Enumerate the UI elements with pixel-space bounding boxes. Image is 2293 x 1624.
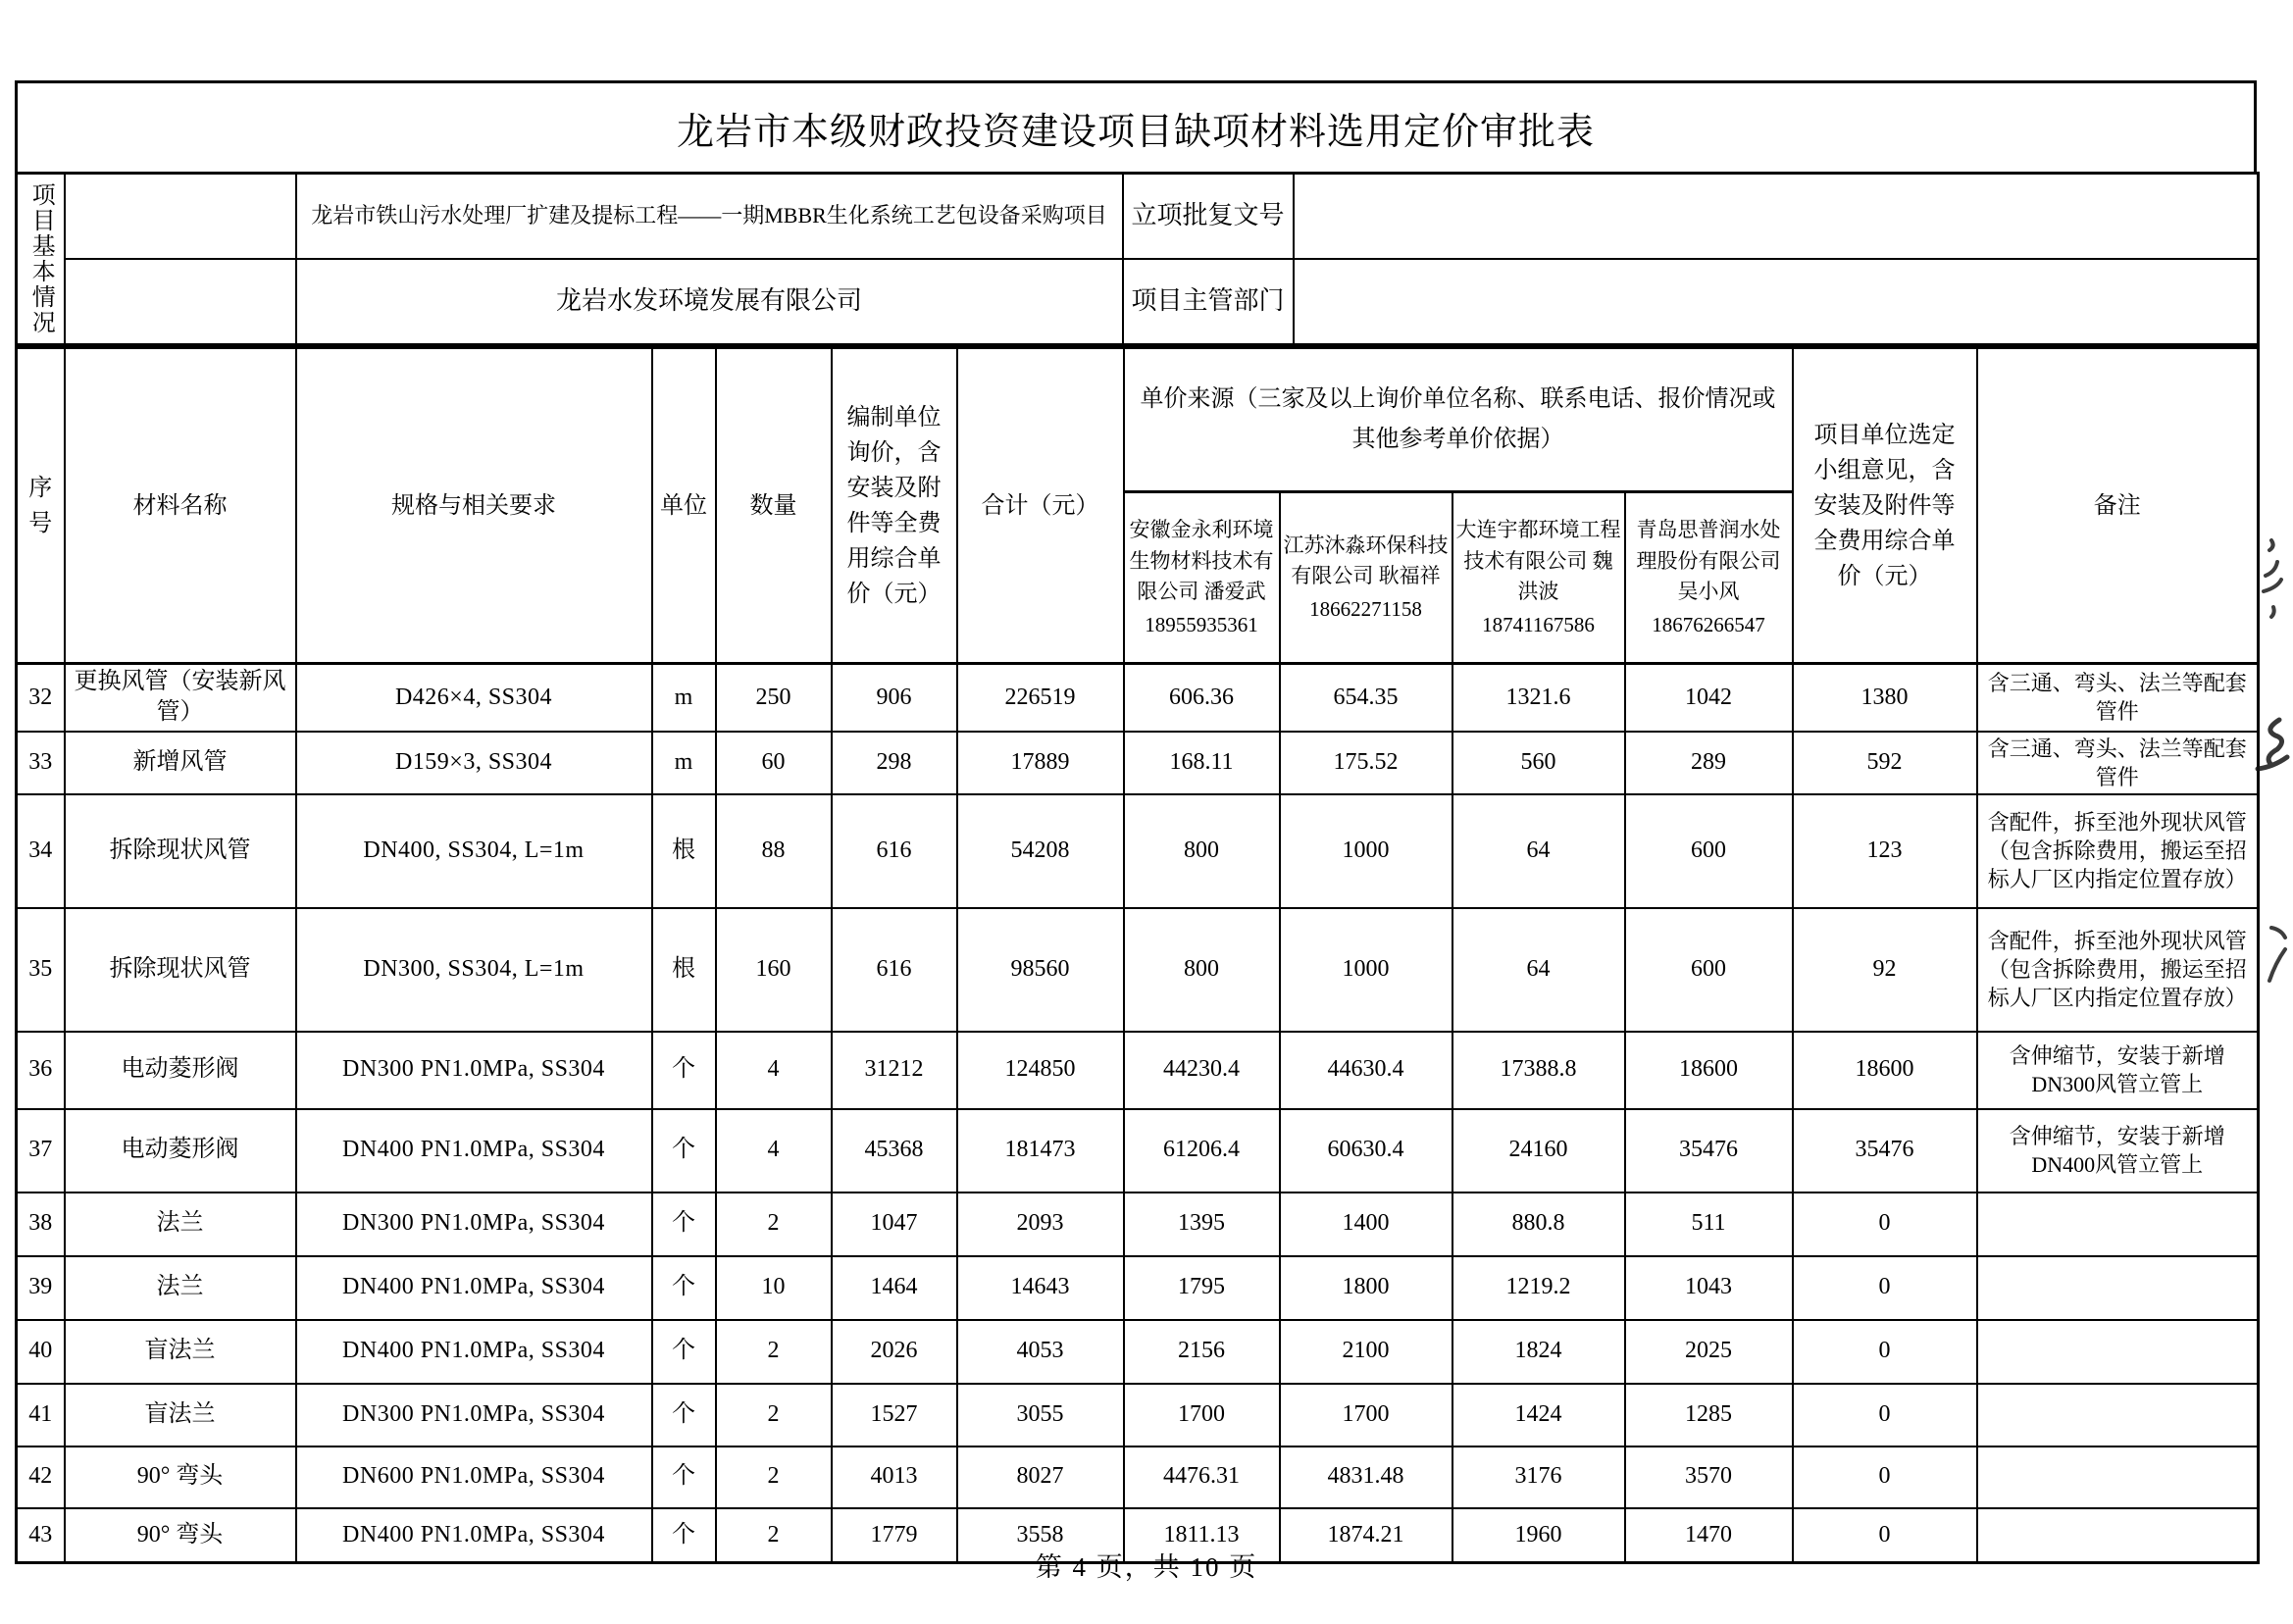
project-basic-info-label: 项目基本情况: [27, 182, 54, 335]
supplier-1-name: 安徽金永利环境生物材料技术有限公司 潘爱武: [1129, 518, 1274, 603]
cell-unit: 个: [652, 1384, 716, 1446]
cell-quote-supplier-4: 3570: [1625, 1446, 1793, 1508]
cell-quote-supplier-3: 64: [1452, 794, 1625, 908]
cell-selected-price: 18600: [1793, 1032, 1977, 1109]
cell-quote-supplier-1: 2156: [1124, 1320, 1280, 1384]
cell-quote-supplier-4: 1470: [1625, 1508, 1793, 1563]
cell-remark: [1977, 1193, 2259, 1256]
header-remark: 备注: [1977, 348, 2259, 664]
cell-material-name: 拆除现状风管: [65, 794, 296, 908]
cell-quote-supplier-3: 1824: [1452, 1320, 1625, 1384]
cell-quote-supplier-1: 1811.13: [1124, 1508, 1280, 1563]
cell-total: 124850: [957, 1032, 1124, 1109]
handwriting-artifact: [2262, 920, 2293, 989]
cell-spec: DN400, SS304, L=1m: [296, 794, 652, 908]
supplier-2-name: 江苏沐淼环保科技有限公司 耿福祥: [1283, 533, 1449, 588]
project-info-row-1: [17, 174, 2259, 259]
cell-quote-supplier-1: 800: [1124, 908, 1280, 1032]
cell-inquiry-price: 1527: [832, 1384, 957, 1446]
cell-seq: 33: [17, 732, 65, 794]
approval-form: [15, 80, 2257, 1564]
cell-selected-price: 92: [1793, 908, 1977, 1032]
cell-total: 17889: [957, 732, 1124, 794]
header-total: 合计（元）: [957, 348, 1124, 664]
cell-quote-supplier-1: 61206.4: [1124, 1109, 1280, 1193]
cell-qty: 2: [716, 1384, 832, 1446]
cell-spec: DN400 PN1.0MPa, SS304: [296, 1109, 652, 1193]
cell-inquiry-price: 1464: [832, 1256, 957, 1320]
cell-quote-supplier-1: 1795: [1124, 1256, 1280, 1320]
cell-selected-price: 0: [1793, 1320, 1977, 1384]
cell-qty: 2: [716, 1508, 832, 1563]
cell-quote-supplier-4: 1043: [1625, 1256, 1793, 1320]
cell-inquiry-price: 4013: [832, 1446, 957, 1508]
cell-unit: 个: [652, 1032, 716, 1109]
cell-quote-supplier-1: 1395: [1124, 1193, 1280, 1256]
header-price-source-banner: 单价来源（三家及以上询价单位名称、联系电话、报价情况或其他参考单价依据）: [1124, 348, 1793, 492]
cell-quote-supplier-1: 606.36: [1124, 664, 1280, 732]
cell-remark: 含三通、弯头、法兰等配套管件: [1977, 732, 2259, 794]
cell-qty: 250: [716, 664, 832, 732]
cell-quote-supplier-4: 35476: [1625, 1109, 1793, 1193]
cell-inquiry-price: 45368: [832, 1109, 957, 1193]
project-info-row-2: [17, 259, 2259, 345]
cell-spec: DN400 PN1.0MPa, SS304: [296, 1256, 652, 1320]
cell-unit: 根: [652, 908, 716, 1032]
material-pricing-table: [15, 346, 2260, 1564]
supplier-3-name: 大连宇都环境工程技术有限公司 魏洪波: [1455, 518, 1621, 603]
cell-seq: 38: [17, 1193, 65, 1256]
cell-quote-supplier-3: 1219.2: [1452, 1256, 1625, 1320]
cell-quote-supplier-4: 289: [1625, 732, 1793, 794]
cell-remark: 含三通、弯头、法兰等配套管件: [1977, 664, 2259, 732]
cell-quote-supplier-3: 560: [1452, 732, 1625, 794]
approval-doc-no-value: [1294, 174, 2259, 259]
cell-remark: 含伸缩节，安装于新增DN400风管立管上: [1977, 1109, 2259, 1193]
supplier-4-name: 青岛思普润水处理股份有限公司 吴小风: [1636, 518, 1781, 603]
cell-material-name: 拆除现状风管: [65, 908, 296, 1032]
cell-total: 181473: [957, 1109, 1124, 1193]
cell-qty: 2: [716, 1446, 832, 1508]
cell-spec: D426×4, SS304: [296, 664, 652, 732]
cell-qty: 60: [716, 732, 832, 794]
header-unit: 单位: [652, 348, 716, 664]
cell-selected-price: 0: [1793, 1256, 1977, 1320]
cell-remark: 含配件，拆至池外现状风管（包含拆除费用，搬运至招标人厂区内指定位置存放）: [1977, 908, 2259, 1032]
cell-material-name: 90° 弯头: [65, 1446, 296, 1508]
cell-material-name: 电动菱形阀: [65, 1109, 296, 1193]
cell-material-name: 电动菱形阀: [65, 1032, 296, 1109]
cell-seq: 39: [17, 1256, 65, 1320]
cell-quote-supplier-1: 1700: [1124, 1384, 1280, 1446]
header-supplier-4: [1625, 492, 1793, 664]
cell-quote-supplier-3: 24160: [1452, 1109, 1625, 1193]
cell-seq: 40: [17, 1320, 65, 1384]
cell-quote-supplier-4: 511: [1625, 1193, 1793, 1256]
cell-quote-supplier-3: 1321.6: [1452, 664, 1625, 732]
cell-total: 3558: [957, 1508, 1124, 1563]
cell-total: 4053: [957, 1320, 1124, 1384]
cell-inquiry-price: 31212: [832, 1032, 957, 1109]
cell-remark: [1977, 1320, 2259, 1384]
cell-inquiry-price: 906: [832, 664, 957, 732]
cell-total: 2093: [957, 1193, 1124, 1256]
info-spacer-cell: [65, 174, 296, 259]
cell-quote-supplier-3: 3176: [1452, 1446, 1625, 1508]
cell-remark: 含配件，拆至池外现状风管（包含拆除费用，搬运至招标人厂区内指定位置存放）: [1977, 794, 2259, 908]
cell-qty: 2: [716, 1320, 832, 1384]
cell-qty: 88: [716, 794, 832, 908]
table-row: [17, 1032, 2259, 1109]
cell-selected-price: 0: [1793, 1193, 1977, 1256]
header-supplier-1: [1124, 492, 1280, 664]
cell-quote-supplier-4: 600: [1625, 794, 1793, 908]
cell-unit: 个: [652, 1446, 716, 1508]
cell-material-name: 法兰: [65, 1193, 296, 1256]
cell-total: 3055: [957, 1384, 1124, 1446]
cell-spec: DN300 PN1.0MPa, SS304: [296, 1193, 652, 1256]
cell-quote-supplier-4: 2025: [1625, 1320, 1793, 1384]
cell-unit: m: [652, 732, 716, 794]
cell-spec: DN600 PN1.0MPa, SS304: [296, 1446, 652, 1508]
cell-quote-supplier-1: 44230.4: [1124, 1032, 1280, 1109]
cell-quote-supplier-3: 17388.8: [1452, 1032, 1625, 1109]
cell-quote-supplier-1: 4476.31: [1124, 1446, 1280, 1508]
cell-unit: 个: [652, 1193, 716, 1256]
cell-seq: 35: [17, 908, 65, 1032]
cell-selected-price: 592: [1793, 732, 1977, 794]
table-row: [17, 1446, 2259, 1508]
cell-quote-supplier-3: 64: [1452, 908, 1625, 1032]
cell-inquiry-price: 616: [832, 794, 957, 908]
cell-qty: 160: [716, 908, 832, 1032]
cell-quote-supplier-2: 1000: [1280, 908, 1452, 1032]
table-row: [17, 732, 2259, 794]
header-selected-price: 项目单位选定小组意见，含安装及附件等全费用综合单价（元）: [1793, 348, 1977, 664]
page-title: 龙岩市本级财政投资建设项目缺项材料选用定价审批表: [15, 80, 2257, 172]
cell-spec: DN400 PN1.0MPa, SS304: [296, 1508, 652, 1563]
cell-spec: D159×3, SS304: [296, 732, 652, 794]
cell-spec: DN400 PN1.0MPa, SS304: [296, 1320, 652, 1384]
cell-remark: [1977, 1384, 2259, 1446]
cell-material-name: 法兰: [65, 1256, 296, 1320]
cell-seq: 41: [17, 1384, 65, 1446]
cell-spec: DN300, SS304, L=1m: [296, 908, 652, 1032]
cell-quote-supplier-3: 880.8: [1452, 1193, 1625, 1256]
cell-quote-supplier-3: 1424: [1452, 1384, 1625, 1446]
table-row: [17, 1384, 2259, 1446]
cell-quote-supplier-2: 44630.4: [1280, 1032, 1452, 1109]
cell-material-name: 更换风管（安装新风管）: [65, 664, 296, 732]
header-spec: 规格与相关要求: [296, 348, 652, 664]
cell-quote-supplier-2: 4831.48: [1280, 1446, 1452, 1508]
cell-unit: m: [652, 664, 716, 732]
cell-inquiry-price: 2026: [832, 1320, 957, 1384]
cell-quote-supplier-4: 1285: [1625, 1384, 1793, 1446]
header-supplier-3: [1452, 492, 1625, 664]
cell-material-name: 盲法兰: [65, 1320, 296, 1384]
cell-total: 98560: [957, 908, 1124, 1032]
table-row: [17, 908, 2259, 1032]
supplier-4-phone: 18676266547: [1652, 612, 1765, 636]
cell-qty: 4: [716, 1109, 832, 1193]
cell-seq: 42: [17, 1446, 65, 1508]
project-basic-info-label-cell: [17, 174, 65, 345]
cell-seq: 34: [17, 794, 65, 908]
cell-quote-supplier-2: 1700: [1280, 1384, 1452, 1446]
info-spacer-cell: [65, 259, 296, 345]
cell-selected-price: 0: [1793, 1384, 1977, 1446]
cell-material-name: 新增风管: [65, 732, 296, 794]
cell-spec: DN300 PN1.0MPa, SS304: [296, 1032, 652, 1109]
cell-total: 8027: [957, 1446, 1124, 1508]
cell-unit: 根: [652, 794, 716, 908]
cell-selected-price: 0: [1793, 1508, 1977, 1563]
table-row: [17, 794, 2259, 908]
cell-quote-supplier-4: 18600: [1625, 1032, 1793, 1109]
cell-seq: 36: [17, 1032, 65, 1109]
supplier-1-phone: 18955935361: [1145, 612, 1258, 636]
cell-remark: [1977, 1256, 2259, 1320]
cell-material-name: 90° 弯头: [65, 1508, 296, 1563]
cell-quote-supplier-2: 2100: [1280, 1320, 1452, 1384]
cell-quote-supplier-2: 654.35: [1280, 664, 1452, 732]
cell-inquiry-price: 1047: [832, 1193, 957, 1256]
cell-quote-supplier-2: 175.52: [1280, 732, 1452, 794]
cell-seq: 37: [17, 1109, 65, 1193]
header-seq: 序号: [17, 348, 65, 664]
cell-quote-supplier-2: 1800: [1280, 1256, 1452, 1320]
cell-quote-supplier-2: 1874.21: [1280, 1508, 1452, 1563]
cell-unit: 个: [652, 1508, 716, 1563]
cell-total: 54208: [957, 794, 1124, 908]
implementing-unit: 龙岩水发环境发展有限公司: [296, 259, 1123, 345]
cell-inquiry-price: 298: [832, 732, 957, 794]
cell-qty: 10: [716, 1256, 832, 1320]
cell-quote-supplier-4: 1042: [1625, 664, 1793, 732]
header-material-name: 材料名称: [65, 348, 296, 664]
project-name: 龙岩市铁山污水处理厂扩建及提标工程——一期MBBR生化系统工艺包设备采购项目: [296, 174, 1123, 259]
cell-qty: 2: [716, 1193, 832, 1256]
cell-quote-supplier-1: 168.11: [1124, 732, 1280, 794]
table-row: [17, 664, 2259, 732]
cell-remark: 含伸缩节，安装于新增DN300风管立管上: [1977, 1032, 2259, 1109]
supplier-3-phone: 18741167586: [1482, 612, 1595, 636]
cell-material-name: 盲法兰: [65, 1384, 296, 1446]
cell-unit: 个: [652, 1109, 716, 1193]
cell-unit: 个: [652, 1320, 716, 1384]
cell-unit: 个: [652, 1256, 716, 1320]
project-info-table: [15, 172, 2260, 346]
cell-quote-supplier-2: 1000: [1280, 794, 1452, 908]
supplier-2-phone: 18662271158: [1309, 596, 1422, 621]
cell-total: 226519: [957, 664, 1124, 732]
cell-selected-price: 123: [1793, 794, 1977, 908]
header-supplier-2: [1280, 492, 1452, 664]
cell-qty: 4: [716, 1032, 832, 1109]
table-row: [17, 1256, 2259, 1320]
table-row: [17, 1193, 2259, 1256]
handwriting-artifact: [2250, 714, 2293, 783]
approval-doc-no-label: 立项批复文号: [1123, 174, 1294, 259]
page-footer: 第 4 页，共 10 页: [1035, 1552, 1258, 1582]
cell-selected-price: 35476: [1793, 1109, 1977, 1193]
cell-quote-supplier-1: 800: [1124, 794, 1280, 908]
cell-spec: DN300 PN1.0MPa, SS304: [296, 1384, 652, 1446]
cell-quote-supplier-3: 1960: [1452, 1508, 1625, 1563]
header-qty: 数量: [716, 348, 832, 664]
cell-total: 14643: [957, 1256, 1124, 1320]
handwriting-artifact: [2254, 534, 2293, 623]
table-row: [17, 1320, 2259, 1384]
cell-quote-supplier-2: 1400: [1280, 1193, 1452, 1256]
header-inquiry-price: 编制单位询价，含安装及附件等全费用综合单价（元）: [832, 348, 957, 664]
competent-dept-value: [1294, 259, 2259, 345]
cell-quote-supplier-2: 60630.4: [1280, 1109, 1452, 1193]
cell-quote-supplier-4: 600: [1625, 908, 1793, 1032]
cell-selected-price: 1380: [1793, 664, 1977, 732]
cell-inquiry-price: 1779: [832, 1508, 957, 1563]
cell-seq: 43: [17, 1508, 65, 1563]
cell-selected-price: 0: [1793, 1446, 1977, 1508]
cell-remark: [1977, 1446, 2259, 1508]
header-row-1: [17, 348, 2259, 492]
cell-inquiry-price: 616: [832, 908, 957, 1032]
cell-seq: 32: [17, 664, 65, 732]
table-row: [17, 1109, 2259, 1193]
competent-dept-label: 项目主管部门: [1123, 259, 1294, 345]
material-table-body: [17, 664, 2259, 1563]
